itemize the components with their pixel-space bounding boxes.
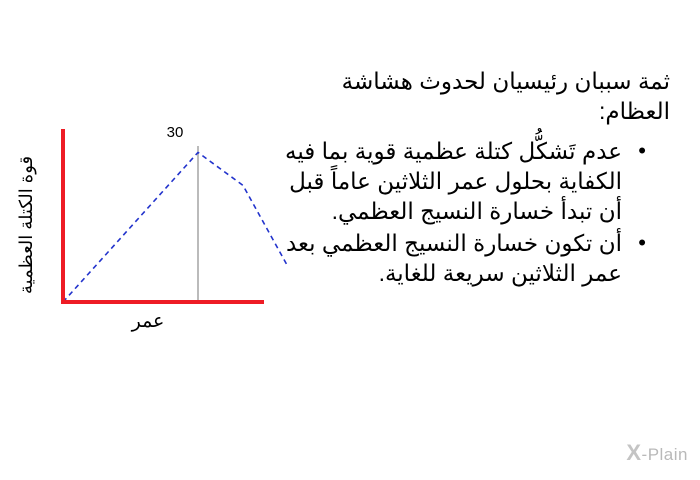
y-axis-label: قوة الكتلة العظمية (16, 155, 36, 295)
bullet-list (260, 136, 670, 288)
bullet-item (260, 228, 670, 288)
bullet-icon: • (638, 230, 646, 255)
text-block (260, 66, 670, 290)
x-axis-label: عمر (131, 311, 165, 332)
bone-mass-curve (63, 152, 288, 302)
age-30-label: 30 (166, 124, 184, 141)
bullet-text: عدم تَشكُّل كتلة عظمية قوية بما فيه الكفاية بحلول عمر الثلاثين عاماً قبل أن تبدأ خسارة النسيج العظمي. (285, 138, 622, 224)
bullet-icon: • (638, 138, 646, 163)
x-plain-logo: X-Plain (626, 440, 688, 465)
heading: ثمة سببان رئيسيان لحدوث هشاشة العظام: (341, 68, 670, 124)
bullet-item (260, 136, 670, 226)
bullet-text: أن تكون خسارة النسيج العظمي بعد عمر الثلاثين سريعة للغاية. (285, 230, 622, 286)
bone-mass-chart (0, 0, 300, 330)
